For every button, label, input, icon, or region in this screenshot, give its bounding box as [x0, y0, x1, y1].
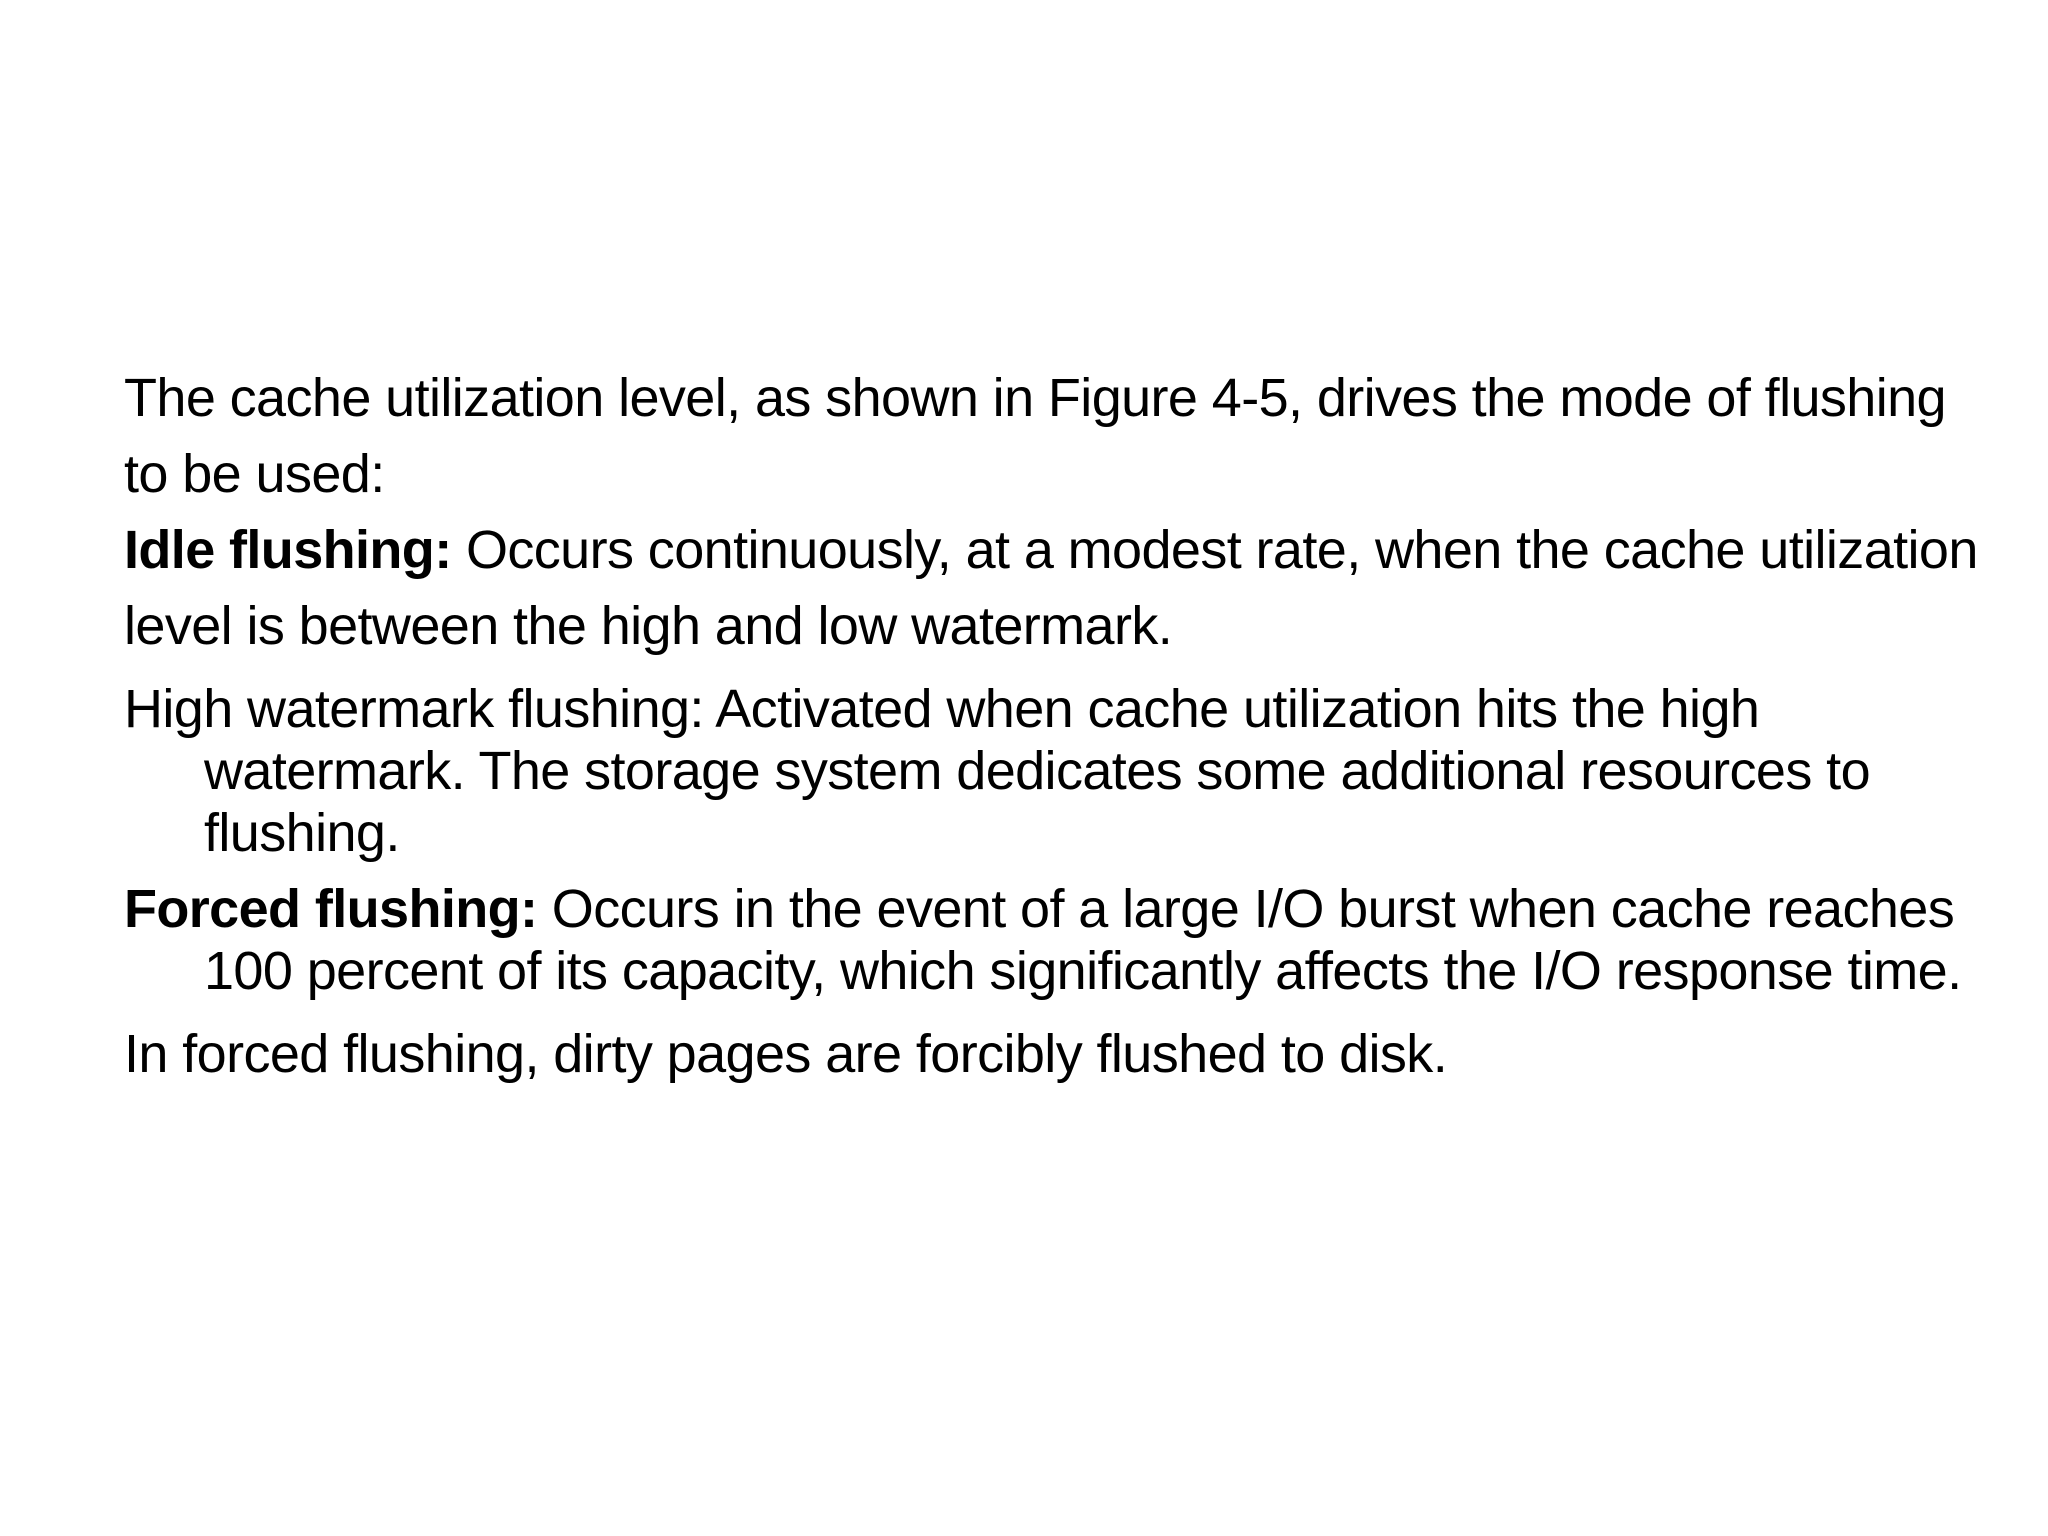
slide-body — [124, 360, 1984, 1092]
paragraph-text: Occurs continuously, at a modest rate, when the cache utilization level is between the high and low watermark. — [124, 520, 1978, 656]
paragraph-text: Occurs in the event of a large I/O burst when cache reaches 100 percent of its capacity, which significantly affects the I/O response time. — [204, 879, 1962, 1001]
paragraph-text: High watermark flushing: Activated when cache utilization hits the high watermark. The storage system dedicates some additional resources to flushing. — [124, 679, 1871, 863]
paragraph-text: In forced flushing, dirty pages are forcibly flushed to disk. — [124, 1024, 1448, 1084]
paragraph-forced-flushing-note — [124, 1016, 1984, 1092]
paragraph-forced-flushing — [124, 878, 1984, 1002]
paragraph-high-watermark-flushing — [124, 678, 1984, 864]
paragraph-lead: Forced flushing: — [124, 879, 538, 939]
paragraph-text: The cache utilization level, as shown in Figure 4-5, drives the mode of flushing to be used: — [124, 368, 1946, 504]
paragraph-cache-utilization — [124, 360, 1984, 512]
paragraph-idle-flushing — [124, 512, 1984, 664]
paragraph-lead: Idle flushing: — [124, 520, 452, 580]
